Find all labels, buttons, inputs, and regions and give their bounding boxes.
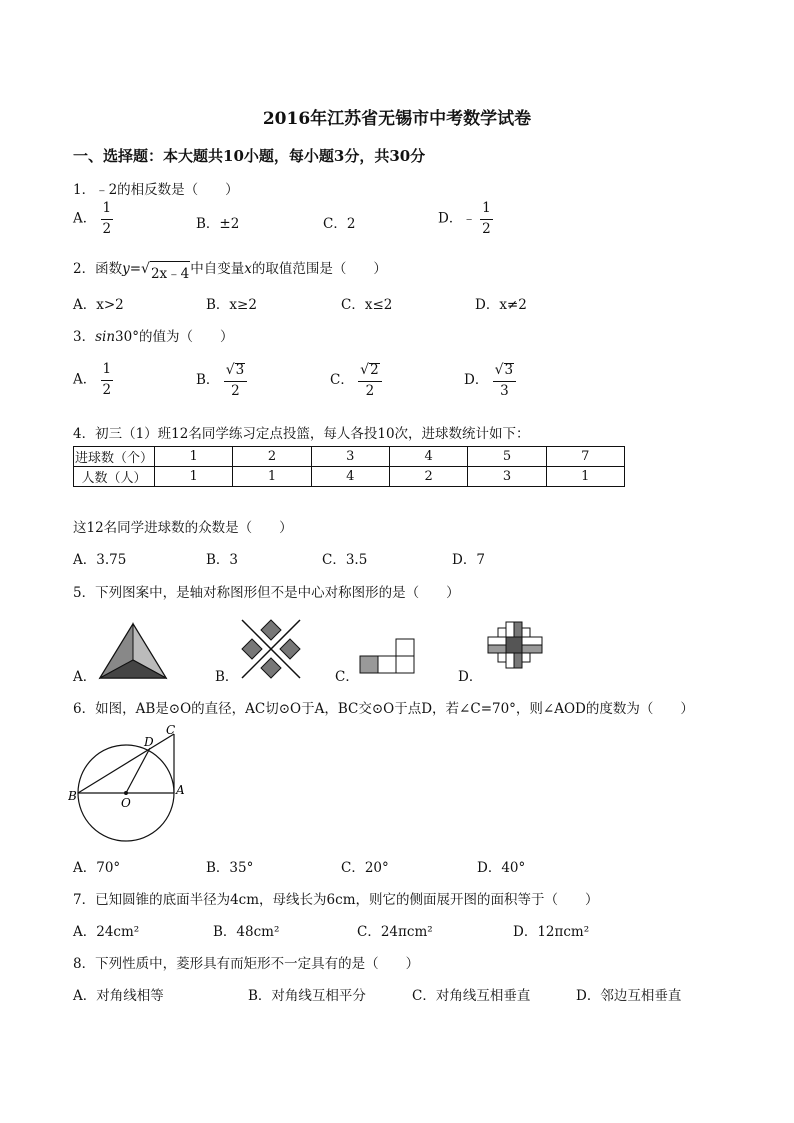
fraction: $\frac{1}{2}$ [482,200,491,237]
label-B: B [68,789,77,803]
q7-option-a: A．24cm² [73,924,140,940]
q3-option-c: C． √ 2 2 [330,363,382,398]
q5-stem: 5．下列图案中，是轴对称图形但不是中心对称图形的是（ ） [73,585,460,601]
q6-option-a: A．70° [73,860,121,876]
page-title: 2016年江苏省无锡市中考数学试卷 [262,109,532,129]
sqrt-expression: √ 2x﹣4 [141,261,190,282]
q6-circle-figure [68,722,188,842]
q2-option-b: B．x≥2 [206,297,257,313]
label-C: C [166,723,176,737]
q3-option-d: D． √ 3 3 [464,363,516,398]
table-cell: 1 [155,467,233,487]
q1-option-d [438,202,493,236]
fraction: √ 2 2 [358,363,382,398]
q8-option-c: C．对角线互相垂直 [412,988,531,1004]
q5-option-b: B． [215,669,239,685]
q3-option-b: B． √ 3 2 [196,363,247,398]
q4-option-d: D．7 [452,552,485,568]
table-cell: 7 [546,447,624,467]
table-cell: 3 [311,447,389,467]
table-cell: 2 [233,447,311,467]
q4-option-b: B．3 [206,552,239,568]
q6-stem: 6．如图，AB是⊙O的直径，AC切⊙O于A，BC交⊙O于点D，若∠C=70°，则∠AOD的度数为（ ） [73,701,694,717]
table-cell: 2 [389,467,467,487]
q8-option-a: A．对角线相等 [73,988,164,1004]
q8-option-d: D．邻边互相垂直 [576,988,682,1004]
q1-option-c: C．2 [323,216,356,232]
fraction: √ 3 3 [493,363,517,398]
q3-stem: 3．sin30°的值为（ ） [73,329,234,345]
label-D: D [144,735,154,749]
q4-stem: 4．初三（1）班12名同学练习定点投篮，每人各投10次，进球数统计如下： [73,426,530,442]
q8-option-b: B．对角线互相平分 [248,988,366,1004]
table-cell: 5 [468,447,546,467]
table-cell: 1 [155,447,233,467]
label-O: O [121,796,131,810]
table-row [74,467,625,487]
q6-option-c: C．20° [341,860,389,876]
section-heading: 一、选择题：本大题共10小题，每小题3分，共30分 [73,147,426,165]
table-cell: 人数（人） [74,467,155,487]
q5-figure-d [486,620,544,670]
q5-figure-c [358,636,416,676]
fraction: $\frac{1}{2}$ [102,361,112,398]
q5-figure-a [96,620,170,682]
q4-option-c: C．3.5 [322,552,368,568]
q3-option-a: A． $\frac{1}{2}$ [73,361,112,398]
q4-option-a: A．3.75 [73,552,127,568]
q6-option-d: D．40° [477,860,526,876]
q2-option-c: C．x≤2 [341,297,393,313]
q7-option-b: B．48cm² [213,924,280,940]
q7-option-d: D．12πcm² [513,924,590,940]
table-row [74,447,625,467]
option-label: D．﹣ [438,210,476,227]
table-cell: 4 [389,447,467,467]
q8-stem: 8．下列性质中，菱形具有而矩形不一定具有的是（ ） [73,956,420,972]
table-cell: 进球数（个） [74,447,155,467]
q5-option-a: A． [73,669,97,685]
q1-option-b: B．±2 [196,216,240,232]
fraction: $\frac{1}{2}$ [102,200,112,237]
label-A: A [176,783,185,797]
q7-option-c: C．24πcm² [357,924,433,940]
table-cell: 1 [546,467,624,487]
table-cell: 3 [468,467,546,487]
q6-option-b: B．35° [206,860,254,876]
table-cell: 1 [233,467,311,487]
fraction: √ 3 2 [224,363,248,398]
q2-option-d: D．x≠2 [475,297,527,313]
q1-stem: 1．﹣2的相反数是（ ） [73,182,239,198]
q4-stem2: 这12名同学进球数的众数是（ ） [73,520,293,536]
q5-figure-b [240,618,302,680]
table-cell: 4 [311,467,389,487]
q2-stem: 2．函数y= √ 2x﹣4 中自变量x的取值范围是（ ） [73,261,387,282]
option-label: A． [73,210,97,227]
q1-option-a [73,202,113,236]
q5-option-d: D． [458,669,483,685]
q5-option-c: C． [335,669,359,685]
q7-stem: 7．已知圆锥的底面半径为4cm，母线长为6cm，则它的侧面展开图的面积等于（ ） [73,892,599,908]
q2-option-a: A．x>2 [73,297,124,313]
q4-table [73,446,625,487]
